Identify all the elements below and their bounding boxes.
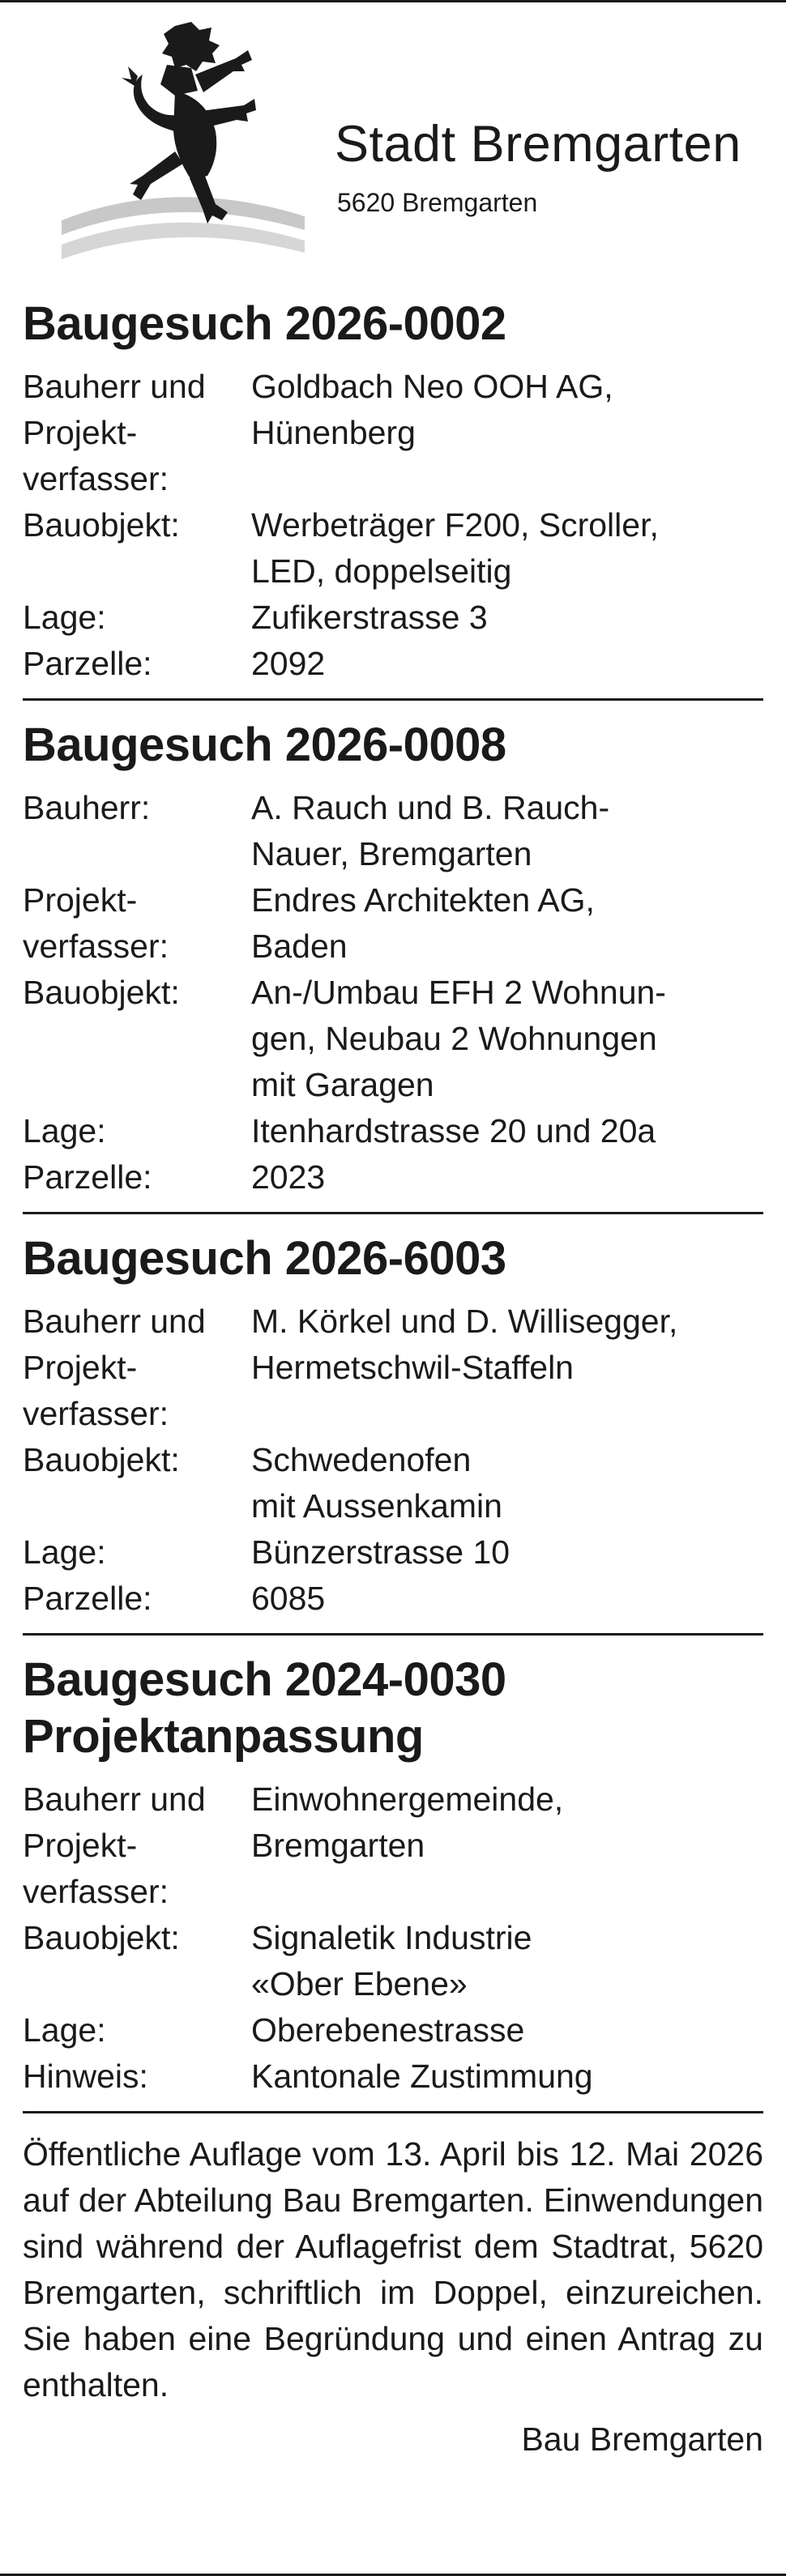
info-row bbox=[23, 595, 763, 641]
info-row bbox=[23, 2054, 763, 2100]
row-value: 2092 bbox=[251, 645, 326, 682]
row-label: Lage: bbox=[23, 599, 106, 636]
row-value: Endres Architekten AG, Baden bbox=[251, 881, 595, 965]
row-value: Werbeträger F200, Scroller, LED, doppelseitig bbox=[251, 506, 659, 590]
row-label: Bauobjekt: bbox=[23, 974, 180, 1011]
city-zip: 5620 Bremgarten bbox=[337, 188, 538, 217]
info-row bbox=[23, 1915, 763, 2007]
row-value: Zufikerstrasse 3 bbox=[251, 599, 488, 636]
signature: Bau Bremgarten bbox=[521, 2420, 763, 2458]
info-row bbox=[23, 1776, 763, 1915]
info-row bbox=[23, 1299, 763, 1437]
section-title: Baugesuch 2026-6003 bbox=[23, 1232, 506, 1285]
row-value: 2023 bbox=[251, 1158, 326, 1196]
header bbox=[23, 0, 763, 279]
city-name: Stadt Bremgarten bbox=[335, 116, 741, 173]
row-value: M. Körkel und D. Willisegger, Hermetschwil-Staffeln bbox=[251, 1303, 678, 1386]
row-value: 6085 bbox=[251, 1580, 326, 1617]
building-permit-section bbox=[23, 1636, 763, 2113]
info-row bbox=[23, 970, 763, 1108]
row-label: Bauherr und Projekt- verfasser: bbox=[23, 1303, 206, 1432]
row-label: Lage: bbox=[23, 1112, 106, 1149]
lion-coat-of-arms-icon bbox=[53, 18, 313, 261]
row-value: Schwedenofen mit Aussenkamin bbox=[251, 1441, 502, 1525]
row-value: A. Rauch und B. Rauch- Nauer, Bremgarten bbox=[251, 789, 610, 872]
row-label: Bauobjekt: bbox=[23, 1441, 180, 1478]
info-row bbox=[23, 1154, 763, 1201]
info-row bbox=[23, 641, 763, 687]
row-label: Projekt- verfasser: bbox=[23, 881, 169, 965]
info-row bbox=[23, 1576, 763, 1622]
row-label: Parzelle: bbox=[23, 645, 152, 682]
info-row bbox=[23, 1108, 763, 1154]
building-permit-section bbox=[23, 701, 763, 1214]
row-value: Goldbach Neo OOH AG, Hünenberg bbox=[251, 368, 613, 451]
row-label: Lage: bbox=[23, 1533, 106, 1571]
building-permit-section bbox=[23, 1214, 763, 1636]
section-title: Baugesuch 2026-0008 bbox=[23, 719, 506, 771]
section-title: Baugesuch 2026-0002 bbox=[23, 297, 506, 350]
row-label: Bauherr und Projekt- verfasser: bbox=[23, 368, 206, 497]
row-label: Bauobjekt: bbox=[23, 1919, 180, 1956]
info-row bbox=[23, 1437, 763, 1529]
info-row bbox=[23, 364, 763, 502]
row-label: Lage: bbox=[23, 2011, 106, 2049]
info-row bbox=[23, 2007, 763, 2054]
row-value: Bünzerstrasse 10 bbox=[251, 1533, 510, 1571]
row-value: Kantonale Zustimmung bbox=[251, 2058, 593, 2095]
row-value: An-/Umbau EFH 2 Wohnun- gen, Neubau 2 Wohnungen mit Garagen bbox=[251, 974, 666, 1103]
section-title: Baugesuch 2024-0030 Projektanpassung bbox=[23, 1653, 506, 1763]
public-notice-text: Öffentliche Auflage vom 13. April bis 12. Mai 2026 auf der Abteilung Bau Bremgarten. Einwendungen sind während der Auflagefrist dem Stadtrat, 5620 Bremgarten, schriftlich im Doppel, einzureichen. Sie haben eine Begründung und einen Antrag zu enthalten. bbox=[23, 2135, 763, 2403]
building-permit-section bbox=[23, 279, 763, 701]
row-label: Bauherr: bbox=[23, 789, 151, 826]
row-label: Bauherr und Projekt- verfasser: bbox=[23, 1781, 206, 1910]
row-value: Einwohnergemeinde, Bremgarten bbox=[251, 1781, 564, 1864]
info-row bbox=[23, 877, 763, 970]
row-value: Signaletik Industrie «Ober Ebene» bbox=[251, 1919, 532, 2002]
row-label: Bauobjekt: bbox=[23, 506, 180, 544]
row-label: Parzelle: bbox=[23, 1580, 152, 1617]
row-value: Itenhardstrasse 20 und 20a bbox=[251, 1112, 656, 1149]
row-label: Hinweis: bbox=[23, 2058, 148, 2095]
info-row bbox=[23, 785, 763, 877]
row-label: Parzelle: bbox=[23, 1158, 152, 1196]
row-value: Oberebenestrasse bbox=[251, 2011, 525, 2049]
info-row bbox=[23, 1529, 763, 1576]
info-row bbox=[23, 502, 763, 595]
